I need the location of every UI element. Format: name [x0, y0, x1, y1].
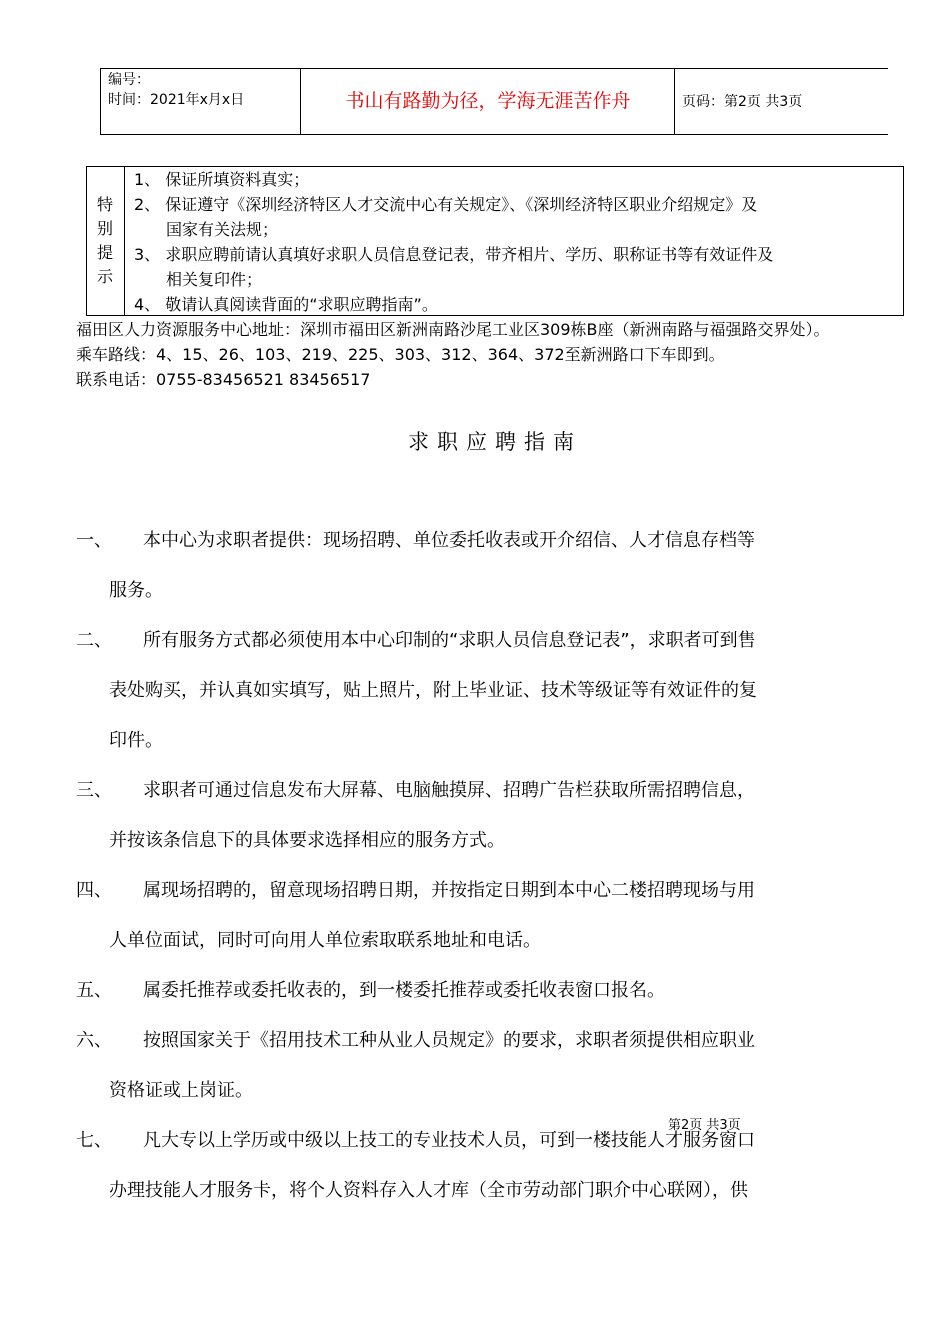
paragraph-line: 本中心为求职者提供：现场招聘、单位委托收表或开介绍信、人才信息存档等: [143, 530, 755, 551]
paragraph-line: 服务。: [109, 580, 163, 601]
header-page-number: 页码：第2页 共3页: [682, 94, 803, 110]
notice-item: 3、 求职应聘前请认真填好求职人员信息登记表，带齐相片、学历、职称证书等有效证件及: [134, 245, 774, 264]
guide-paragraph: [76, 976, 916, 1006]
motto: 书山有路勤为径，学海无涯苦作舟: [345, 90, 631, 112]
notice-label-char: 别: [96, 219, 113, 238]
center-address: 福田区人力资源服务中心地址：深圳市福田区新洲南路沙尾工业区309栋B座（新洲南路与福强路交界处）。: [76, 320, 830, 339]
paragraph-line: 人单位面试，同时可向用人单位索取联系地址和电话。: [109, 930, 541, 951]
notice-label-char: 提: [96, 243, 113, 262]
footer-page-number: 第2页 共3页: [668, 1118, 741, 1133]
notice-label-char: 示: [96, 267, 113, 286]
bus-route: 乘车路线：4、15、26、103、219、225、303、312、364、372至新洲路口下车即到。: [76, 345, 725, 364]
paragraph-line: 并按该条信息下的具体要求选择相应的服务方式。: [109, 830, 505, 851]
notice-label-char: 特: [96, 195, 113, 214]
notice-item: 1、 保证所填资料真实；: [134, 170, 310, 189]
paragraph-line: 印件。: [109, 730, 163, 751]
paragraph-line: 凡大专以上学历或中级以上技工的专业技术人员，可到一楼技能人才服务窗口: [143, 1130, 755, 1151]
paragraph-line: 表处购买，并认真如实填写，贴上照片，附上毕业证、技术等级证等有效证件的复: [109, 680, 757, 701]
guide-title: 求职应聘指南: [408, 430, 582, 454]
time-label: 时间：2021年x月x日: [108, 92, 245, 108]
paragraph-number: 二、: [76, 630, 112, 651]
paragraph-line: 所有服务方式都必须使用本中心印制的“求职人员信息登记表”，求职者可到售: [143, 630, 756, 651]
paragraph-number: 四、: [76, 880, 112, 901]
paragraph-line: 属委托推荐或委托收表的，到一楼委托推荐或委托收表窗口报名。: [143, 980, 665, 1001]
notice-item: 2、 保证遵守《深圳经济特区人才交流中心有关规定》、《深圳经济特区职业介绍规定》及: [134, 195, 758, 214]
number-label: 编号：: [108, 72, 150, 88]
paragraph-number: 一、: [76, 530, 112, 551]
paragraph-number: 七、: [76, 1130, 112, 1151]
guide-body: [76, 0, 916, 1344]
paragraph-line: 求职者可通过信息发布大屏幕、电脑触摸屏、招聘广告栏获取所需招聘信息，: [143, 780, 755, 801]
guide-paragraph: [76, 526, 916, 556]
paragraph-line: 按照国家关于《招用技术工种从业人员规定》的要求，求职者须提供相应职业: [143, 1030, 755, 1051]
paragraph-line: 资格证或上岗证。: [109, 1080, 253, 1101]
guide-paragraph: [76, 1126, 916, 1156]
guide-paragraph: [76, 1026, 916, 1056]
paragraph-line: 属现场招聘的，留意现场招聘日期，并按指定日期到本中心二楼招聘现场与用: [143, 880, 755, 901]
guide-paragraph: [76, 876, 916, 906]
notice-item: 4、 敬请认真阅读背面的“求职应聘指南”。: [134, 295, 438, 314]
notice-item-continued: 国家有关法规；: [166, 220, 279, 239]
guide-paragraph: [76, 626, 916, 656]
paragraph-line: 办理技能人才服务卡，将个人资料存入人才库（全市劳动部门职介中心联网），供: [109, 1180, 748, 1201]
paragraph-number: 六、: [76, 1030, 112, 1051]
guide-paragraph: [76, 776, 916, 806]
notice-item-continued: 相关复印件；: [166, 270, 263, 289]
paragraph-number: 五、: [76, 980, 112, 1001]
contact-phone: 联系电话：0755-83456521 83456517: [76, 370, 371, 389]
paragraph-number: 三、: [76, 780, 112, 801]
